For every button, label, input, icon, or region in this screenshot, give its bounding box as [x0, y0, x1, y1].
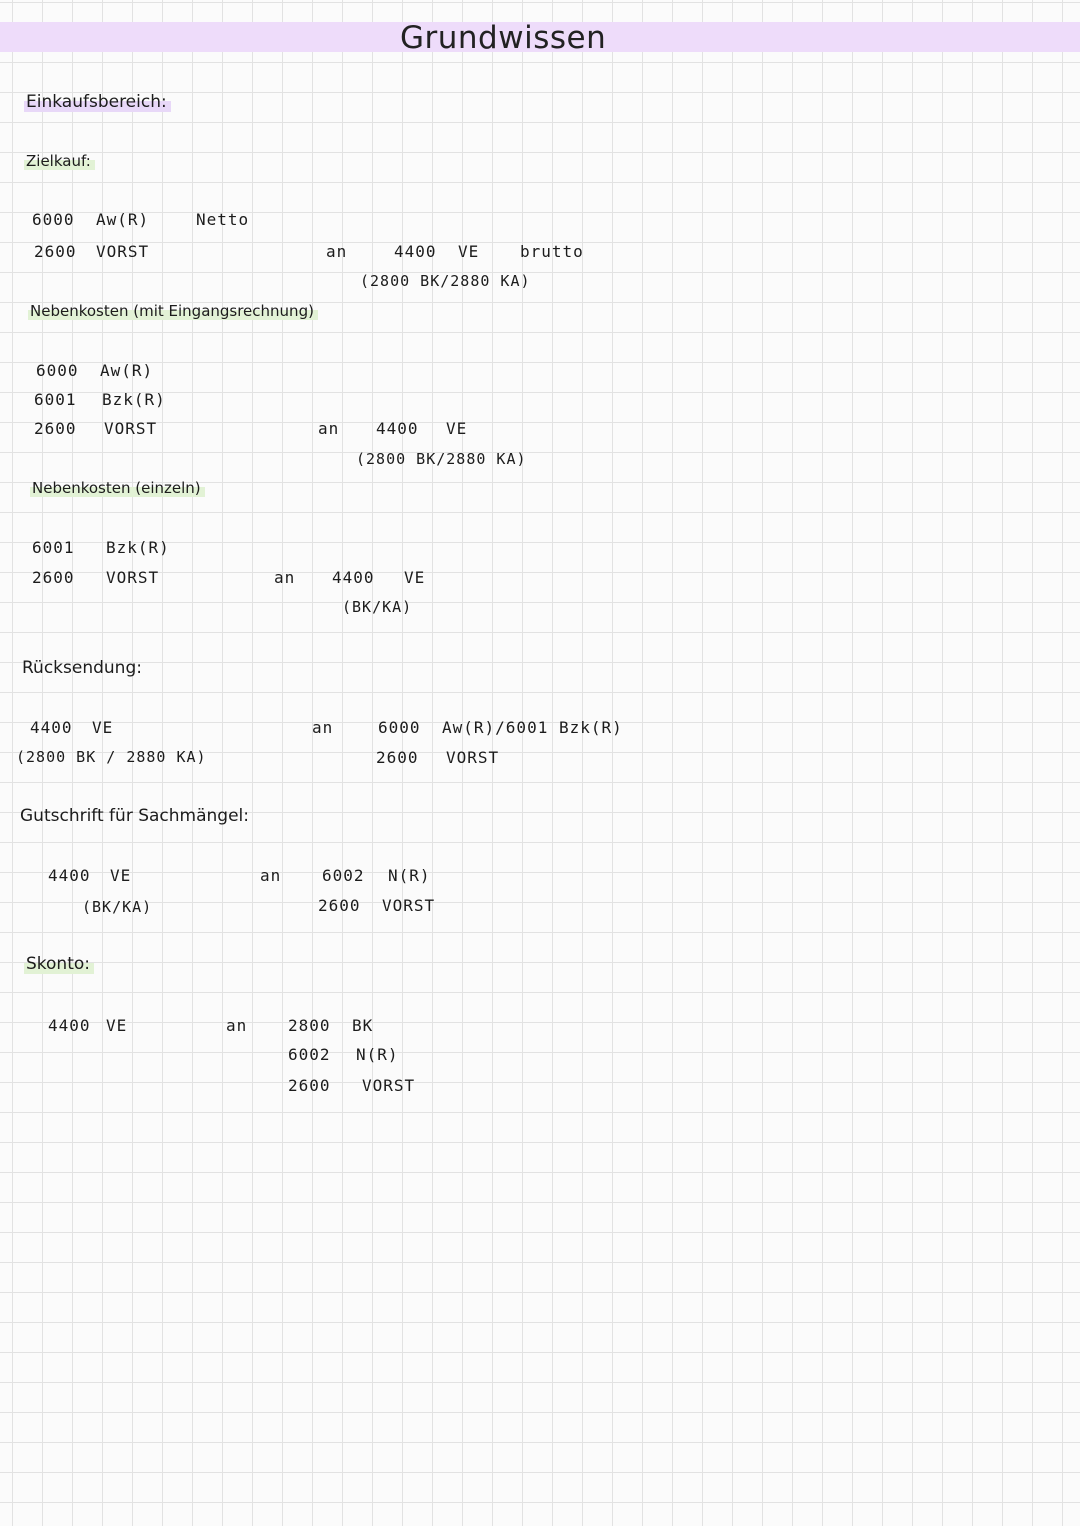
account-number: 4400: [48, 1016, 91, 1035]
account-name: VE: [458, 242, 480, 261]
section-heading-zielkauf: Zielkauf:: [24, 152, 95, 170]
account-number: 2600: [34, 419, 77, 438]
account-number: 4400: [48, 866, 91, 885]
note-netto: Netto: [196, 210, 250, 229]
an-keyword: an: [312, 718, 334, 737]
account-number: 2600: [288, 1076, 331, 1095]
account-name: VE: [404, 568, 426, 587]
account-name: VE: [446, 419, 468, 438]
account-number: 6000: [36, 361, 79, 380]
payment-subnote: (BK/KA): [342, 598, 413, 616]
account-number: 4400: [30, 718, 73, 737]
account-name: VORST: [362, 1076, 416, 1095]
section-heading-skonto: Skonto:: [24, 954, 94, 974]
main-heading: Einkaufsbereich:: [24, 92, 171, 112]
payment-subnote: (2800 BK/2880 KA): [356, 450, 527, 468]
account-number: 6002: [288, 1045, 331, 1064]
account-name: VORST: [106, 568, 160, 587]
account-number: 2600: [34, 242, 77, 261]
account-number: 6001: [34, 390, 77, 409]
account-number: 6000: [378, 718, 421, 737]
account-name: VORST: [382, 896, 436, 915]
account-number: 6002: [322, 866, 365, 885]
note-brutto: brutto: [520, 242, 584, 261]
account-number: 6000: [32, 210, 75, 229]
account-number: 2600: [32, 568, 75, 587]
account-name: Bzk(R): [102, 390, 166, 409]
account-name: VORST: [104, 419, 158, 438]
page-title: Grundwissen: [400, 20, 607, 56]
payment-subnote: (2800 BK / 2880 KA): [16, 748, 207, 766]
an-keyword: an: [274, 568, 296, 587]
an-keyword: an: [260, 866, 282, 885]
account-number: 2800: [288, 1016, 331, 1035]
account-number: 6001: [32, 538, 75, 557]
account-number: 2600: [376, 748, 419, 767]
account-name: VORST: [96, 242, 150, 261]
account-number: 4400: [376, 419, 419, 438]
payment-subnote: (BK/KA): [82, 898, 153, 916]
account-name: VE: [92, 718, 114, 737]
account-name: VORST: [446, 748, 500, 767]
payment-subnote: (2800 BK/2880 KA): [360, 272, 531, 290]
section-heading-ruecksendung: Rücksendung:: [22, 658, 142, 678]
section-heading-gutschrift: Gutschrift für Sachmängel:: [20, 806, 249, 826]
account-name: VE: [110, 866, 132, 885]
account-name: Bzk(R): [106, 538, 170, 557]
account-name: VE: [106, 1016, 128, 1035]
account-number: 2600: [318, 896, 361, 915]
account-name: Aw(R): [96, 210, 150, 229]
an-keyword: an: [318, 419, 340, 438]
an-keyword: an: [226, 1016, 248, 1035]
account-name: BK: [352, 1016, 374, 1035]
account-number: 4400: [394, 242, 437, 261]
section-heading-nebenkosten-mit: Nebenkosten (mit Eingangsrechnung): [28, 302, 318, 320]
account-name: Aw(R): [100, 361, 154, 380]
account-name: N(R): [356, 1045, 399, 1064]
section-heading-nebenkosten-einzeln: Nebenkosten (einzeln): [30, 479, 205, 497]
an-keyword: an: [326, 242, 348, 261]
account-name: Aw(R)/6001 Bzk(R): [442, 718, 623, 737]
account-number: 4400: [332, 568, 375, 587]
account-name: N(R): [388, 866, 431, 885]
